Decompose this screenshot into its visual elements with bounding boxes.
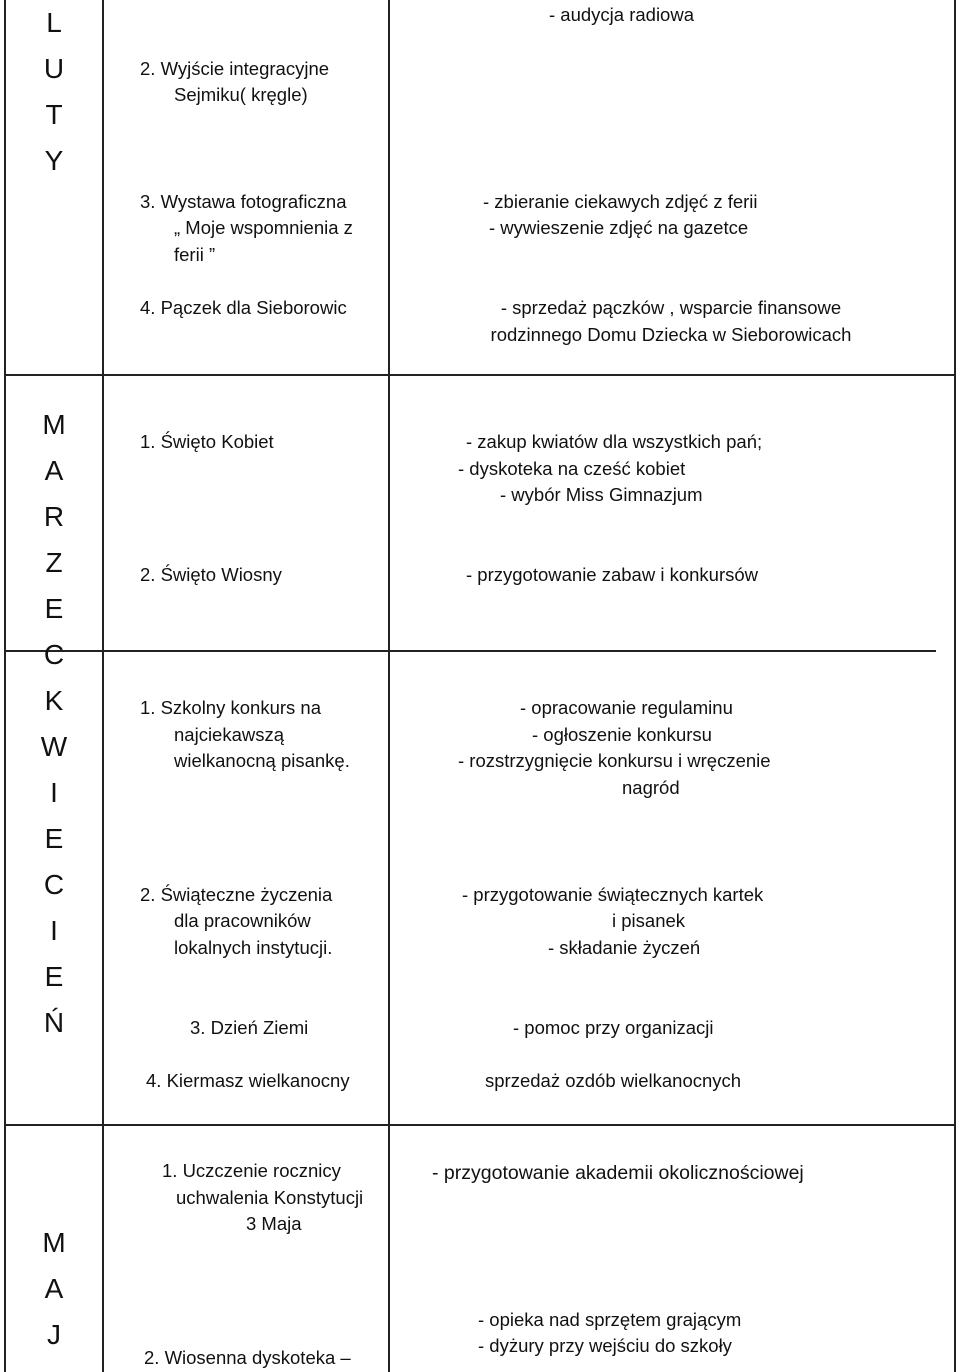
description-text: - pomoc przy organizacji (513, 1017, 714, 1038)
row-divider-luty-marzec (4, 374, 956, 376)
description-text: - zbieranie ciekawych zdjęć z ferii (483, 191, 758, 212)
description-text: - przygotowanie zabaw i konkursów (466, 564, 759, 585)
description-text: rodzinnego Domu Dziecka w Sieborowicach (490, 324, 852, 345)
month-letter: R (43, 501, 65, 532)
activity-text: 2. Wyjście integracyjne (140, 58, 330, 79)
month-letter: M (42, 409, 66, 440)
month-letter: E (44, 823, 64, 854)
description-text: - zakup kwiatów dla wszystkich pań; (466, 431, 763, 452)
month-letter: I (50, 915, 58, 946)
activity-text: wielkanocną pisankę. (174, 750, 350, 771)
row-divider-kwiecien-maj (4, 1124, 956, 1126)
month-letter: U (43, 53, 65, 84)
activity-text: „ Moje wspomnienia z (174, 217, 353, 238)
description-text: i pisanek (612, 910, 686, 931)
activity-text: 1. Uczczenie rocznicy (162, 1160, 341, 1181)
description-text: sprzedaż ozdób wielkanocnych (485, 1070, 742, 1091)
month-letter: E (44, 593, 64, 624)
description-text: - dyżury przy wejściu do szkoły (478, 1335, 732, 1356)
column-divider-2 (388, 0, 390, 1372)
activity-text: 4. Pączek dla Sieborowic (140, 297, 347, 318)
month-letter: I (50, 777, 58, 808)
activity-text: 2. Święto Wiosny (140, 564, 282, 585)
table-border-right (954, 0, 956, 1372)
activity-text: 1. Szkolny konkurs na (140, 697, 321, 718)
month-letter: J (47, 1319, 61, 1350)
activity-text: 3. Dzień Ziemi (190, 1017, 309, 1038)
activity-text: 3 Maja (246, 1213, 302, 1234)
month-letter: C (43, 639, 65, 670)
month-letter: A (44, 1273, 64, 1304)
activity-text: 2. Wiosenna dyskoteka – (144, 1347, 351, 1368)
description-text: - składanie życzeń (548, 937, 701, 958)
month-letter: Z (45, 547, 63, 578)
month-letter: L (46, 7, 62, 38)
description-text: nagród (622, 777, 680, 798)
description-text: - rozstrzygnięcie konkursu i wręczenie (458, 750, 771, 771)
activity-text: lokalnych instytucji. (174, 937, 333, 958)
month-letter: T (45, 99, 63, 130)
activity-text: 3. Wystawa fotograficzna (140, 191, 347, 212)
month-label-kwiecien (4, 678, 104, 1046)
month-label-luty (4, 0, 104, 184)
month-letter: K (44, 685, 64, 716)
description-text: - przygotowanie świątecznych kartek (462, 884, 764, 905)
description-text: - przygotowanie akademii okolicznościowej (432, 1162, 804, 1184)
month-letter: Y (44, 145, 64, 176)
month-label-maj (4, 1220, 104, 1358)
activity-text: ferii ” (174, 244, 216, 265)
activity-text: 1. Święto Kobiet (140, 431, 274, 452)
activity-text: Sejmiku( kręgle) (174, 84, 308, 105)
month-letter: A (44, 455, 64, 486)
description-text: - sprzedaż pączków , wsparcie finansowe (500, 297, 842, 318)
month-letter: W (40, 731, 68, 762)
activity-text: 2. Świąteczne życzenia (140, 884, 333, 905)
activity-text: 4. Kiermasz wielkanocny (146, 1070, 350, 1091)
description-text: - audycja radiowa (549, 4, 694, 25)
activity-text: dla pracowników (174, 910, 311, 931)
month-letter: C (43, 869, 65, 900)
description-text: - wywieszenie zdjęć na gazetce (489, 217, 749, 238)
month-letter: Ń (43, 1007, 65, 1038)
description-text: - ogłoszenie konkursu (532, 724, 712, 745)
description-text: - dyskoteka na cześć kobiet (458, 458, 686, 479)
row-divider-marzec-kwiecien (4, 650, 936, 652)
activity-text: najciekawszą (174, 724, 285, 745)
month-letter: M (42, 1227, 66, 1258)
month-letter: E (44, 961, 64, 992)
description-text: - opieka nad sprzętem grającym (478, 1309, 742, 1330)
activity-text: uchwalenia Konstytucji (176, 1187, 364, 1208)
description-text: - opracowanie regulaminu (520, 697, 733, 718)
month-label-marzec (4, 402, 104, 678)
description-text: - wybór Miss Gimnazjum (500, 484, 703, 505)
